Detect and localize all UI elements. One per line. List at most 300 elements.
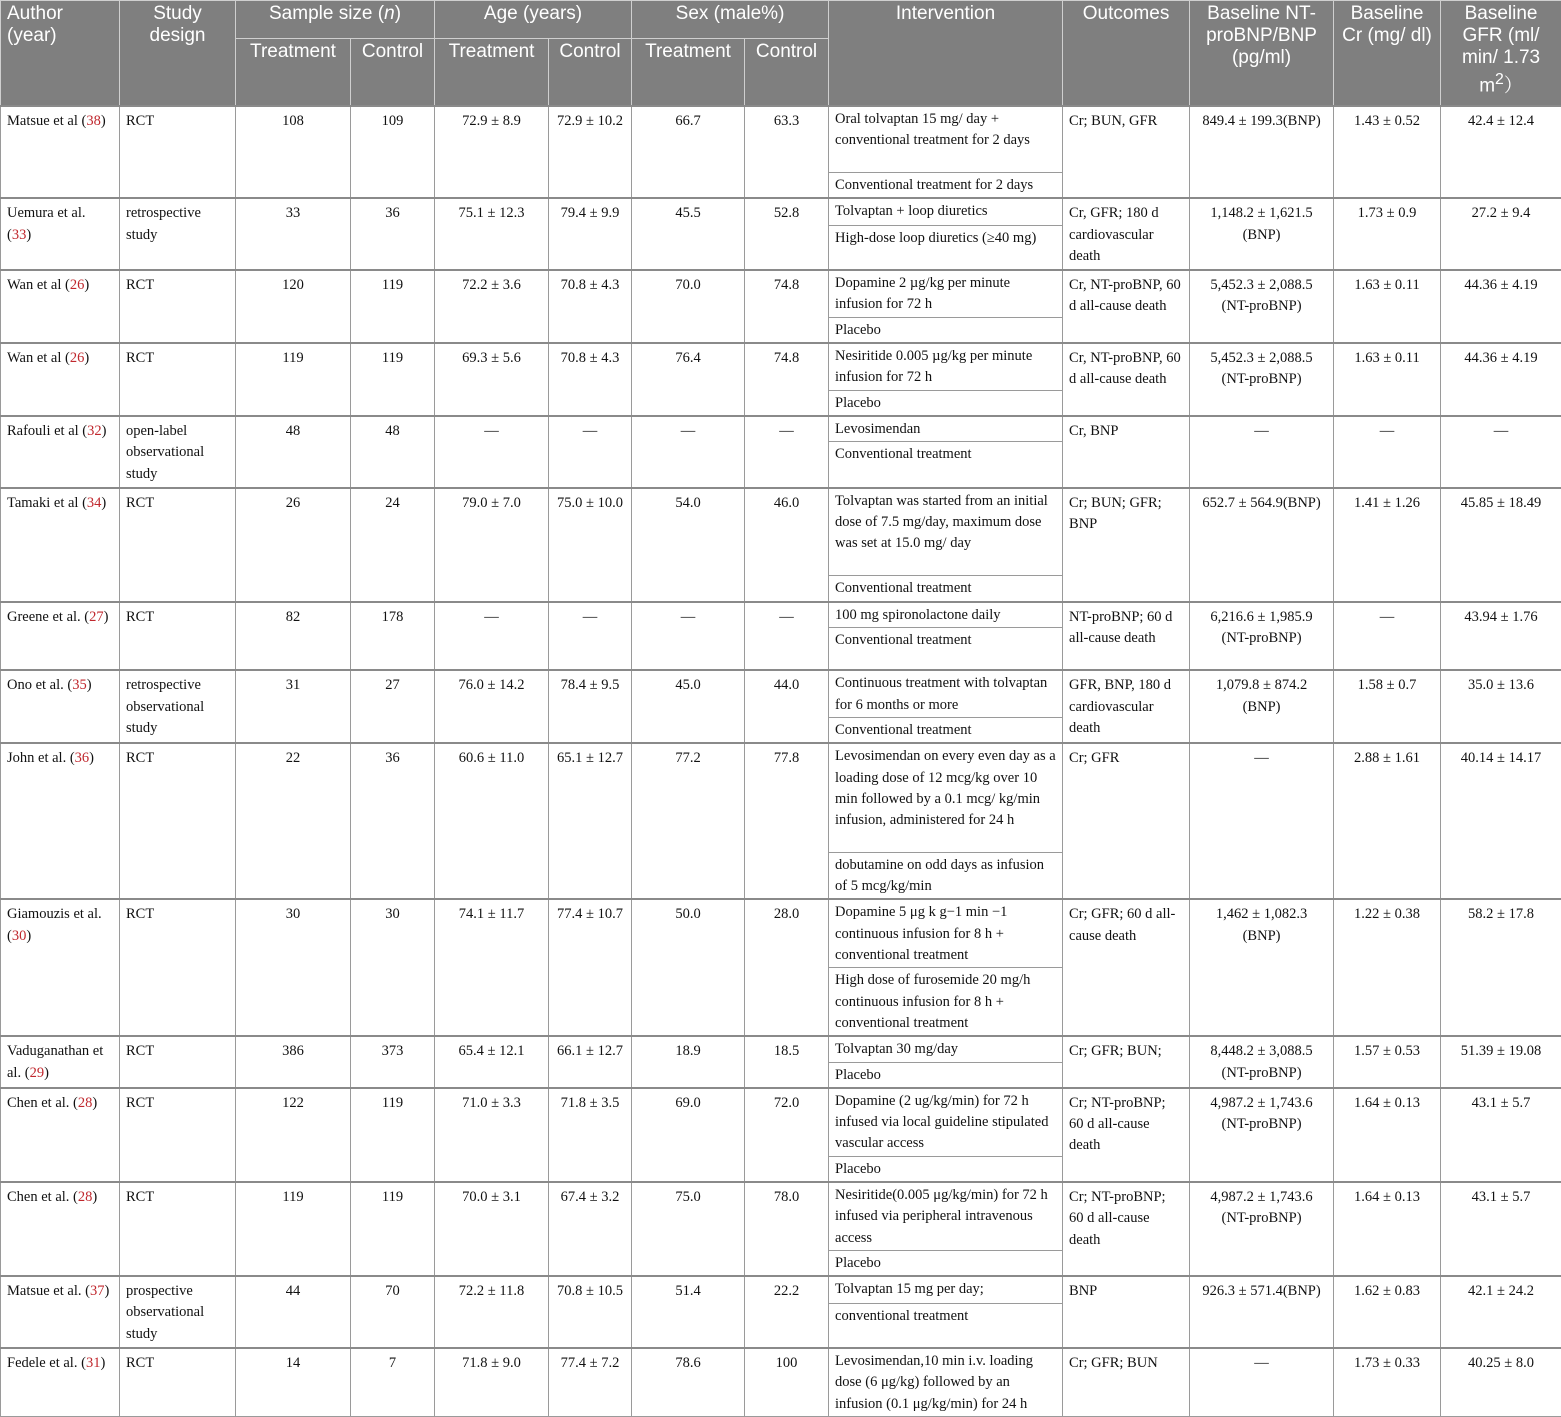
author-name: Tamaki et al bbox=[7, 495, 78, 511]
reference-close: ) bbox=[102, 423, 107, 439]
table-row bbox=[1, 270, 1561, 317]
sex-control-cell: 77.8 bbox=[745, 743, 829, 899]
reference-link: 29 bbox=[30, 1065, 45, 1081]
table-row bbox=[1, 1088, 1561, 1156]
sex-treatment-cell: 69.0 bbox=[632, 1088, 745, 1182]
reference-link: 36 bbox=[75, 750, 90, 766]
baseline-ntprobnp-cell: 926.3 ± 571.4(BNP) bbox=[1190, 1276, 1334, 1348]
sex-treatment-cell: 54.0 bbox=[632, 488, 745, 602]
intervention-treatment-cell: Tolvaptan 15 mg per day; bbox=[829, 1276, 1063, 1303]
age-treatment-cell: 71.8 ± 9.0 bbox=[435, 1348, 549, 1416]
reference-link: 31 bbox=[86, 1355, 101, 1371]
study-design-cell: retrospective observational study bbox=[120, 670, 236, 743]
age-control-cell: — bbox=[549, 602, 632, 671]
header-outcomes: Outcomes bbox=[1063, 1, 1190, 106]
header-sample-size: Sample size (n) bbox=[236, 1, 435, 39]
sex-control-cell: 78.0 bbox=[745, 1182, 829, 1276]
outcomes-cell: Cr; GFR; 60 d all-cause death bbox=[1063, 899, 1190, 1036]
age-treatment-cell: 79.0 ± 7.0 bbox=[435, 488, 549, 602]
header-sex-control: Control bbox=[745, 39, 829, 106]
header-age: Age (years) bbox=[435, 1, 632, 39]
age-treatment-cell: 65.4 ± 12.1 bbox=[435, 1036, 549, 1088]
reference-close: ) bbox=[89, 750, 94, 766]
age-treatment-cell: 60.6 ± 11.0 bbox=[435, 743, 549, 899]
intervention-treatment-cell: Continuous treatment with tolvaptan for 6 months or more bbox=[829, 670, 1063, 717]
sample-control-cell: 36 bbox=[351, 198, 435, 270]
sample-treatment-cell: 119 bbox=[236, 343, 351, 416]
baseline-cr-cell: 1.64 ± 0.13 bbox=[1334, 1088, 1441, 1182]
sex-control-cell: — bbox=[745, 602, 829, 671]
sex-treatment-cell: 76.4 bbox=[632, 343, 745, 416]
reference-close: ) bbox=[26, 928, 31, 944]
baseline-gfr-cell: 51.39 ± 19.08 bbox=[1441, 1036, 1561, 1088]
table-row bbox=[1, 198, 1561, 225]
sample-control-cell: 30 bbox=[351, 899, 435, 1036]
sex-control-cell: 44.0 bbox=[745, 670, 829, 743]
author-name: Chen et al. bbox=[7, 1095, 69, 1111]
baseline-cr-cell: 1.73 ± 0.33 bbox=[1334, 1348, 1441, 1416]
baseline-gfr-cell: 35.0 ± 13.6 bbox=[1441, 670, 1561, 743]
reference-close: ) bbox=[100, 1355, 105, 1371]
intervention-treatment-cell: Levosimendan on every even day as a loading dose of 12 mcg/kg over 10 min followed by a 0.1 mcg/ kg/min infusion, administered for 24 h bbox=[829, 743, 1063, 852]
baseline-ntprobnp-cell: 1,462 ± 1,082.3 (BNP) bbox=[1190, 899, 1334, 1036]
intervention-treatment-cell: Levosimendan,10 min i.v. loading dose (6 μg/kg) followed by an infusion (0.1 μg/kg/min) for 24 h bbox=[829, 1348, 1063, 1416]
sex-control-cell: 100 bbox=[745, 1348, 829, 1416]
author-cell bbox=[1, 602, 120, 671]
outcomes-cell: Cr; GFR; BUN bbox=[1063, 1348, 1190, 1416]
study-design-cell: RCT bbox=[120, 1036, 236, 1088]
study-design-cell: open-label observational study bbox=[120, 416, 236, 488]
author-cell bbox=[1, 416, 120, 488]
reference-link: 37 bbox=[90, 1283, 105, 1299]
sample-treatment-cell: 30 bbox=[236, 899, 351, 1036]
author-name: Matsue et al. bbox=[7, 1283, 82, 1299]
reference-open: ( bbox=[7, 227, 12, 243]
sample-treatment-cell: 33 bbox=[236, 198, 351, 270]
age-treatment-cell: 69.3 ± 5.6 bbox=[435, 343, 549, 416]
intervention-treatment-cell: Tolvaptan 30 mg/day bbox=[829, 1036, 1063, 1062]
intervention-control-cell: Conventional treatment bbox=[829, 627, 1063, 670]
intervention-control-cell: Placebo bbox=[829, 317, 1063, 343]
reference-link: 27 bbox=[89, 609, 104, 625]
author-cell bbox=[1, 1088, 120, 1182]
age-control-cell: 70.8 ± 10.5 bbox=[549, 1276, 632, 1348]
reference-link: 35 bbox=[72, 677, 87, 693]
outcomes-cell: NT-proBNP; 60 d all-cause death bbox=[1063, 602, 1190, 671]
author-cell bbox=[1, 270, 120, 343]
baseline-cr-cell: 1.41 ± 1.26 bbox=[1334, 488, 1441, 602]
age-treatment-cell: 70.0 ± 3.1 bbox=[435, 1182, 549, 1276]
intervention-control-cell: dobutamine on odd days as infusion of 5 mcg/kg/min bbox=[829, 852, 1063, 899]
author-cell bbox=[1, 106, 120, 199]
author-cell bbox=[1, 899, 120, 1036]
outcomes-cell: Cr, NT-proBNP, 60 d all-cause death bbox=[1063, 270, 1190, 343]
sample-control-cell: 109 bbox=[351, 106, 435, 199]
study-design-cell: RCT bbox=[120, 270, 236, 343]
table-row bbox=[1, 343, 1561, 390]
header-baseline-gfr: Baseline GFR (ml/ min/ 1.73 $m^2$） bbox=[1441, 1, 1561, 106]
study-design-cell: prospective observational study bbox=[120, 1276, 236, 1348]
reference-open: ( bbox=[78, 113, 86, 129]
reference-close: ) bbox=[101, 495, 106, 511]
sample-treatment-cell: 120 bbox=[236, 270, 351, 343]
age-control-cell: 70.8 ± 4.3 bbox=[549, 270, 632, 343]
intervention-treatment-cell: Nesiritide(0.005 μg/kg/min) for 72 h infused via peripheral intravenous access bbox=[829, 1182, 1063, 1250]
sample-treatment-cell: 122 bbox=[236, 1088, 351, 1182]
sex-control-cell: 72.0 bbox=[745, 1088, 829, 1182]
sex-control-cell: 46.0 bbox=[745, 488, 829, 602]
age-control-cell: 78.4 ± 9.5 bbox=[549, 670, 632, 743]
sample-treatment-cell: 26 bbox=[236, 488, 351, 602]
age-treatment-cell: 72.2 ± 11.8 bbox=[435, 1276, 549, 1348]
reference-link: 32 bbox=[87, 423, 102, 439]
age-treatment-cell: — bbox=[435, 416, 549, 488]
baseline-cr-cell: 1.64 ± 0.13 bbox=[1334, 1182, 1441, 1276]
author-name: John et al. bbox=[7, 750, 66, 766]
sample-control-cell: 178 bbox=[351, 602, 435, 671]
study-design-cell: RCT bbox=[120, 602, 236, 671]
reference-close: ) bbox=[84, 277, 89, 293]
baseline-ntprobnp-cell: 652.7 ± 564.9(BNP) bbox=[1190, 488, 1334, 602]
sample-control-cell: 373 bbox=[351, 1036, 435, 1088]
baseline-gfr-cell: 42.1 ± 24.2 bbox=[1441, 1276, 1561, 1348]
sex-treatment-cell: — bbox=[632, 602, 745, 671]
intervention-control-cell: Conventional treatment bbox=[829, 442, 1063, 488]
sample-control-cell: 48 bbox=[351, 416, 435, 488]
sex-control-cell: 74.8 bbox=[745, 270, 829, 343]
sample-treatment-cell: 14 bbox=[236, 1348, 351, 1416]
age-control-cell: — bbox=[549, 416, 632, 488]
header-sex: Sex (male%) bbox=[632, 1, 829, 39]
study-design-cell: RCT bbox=[120, 1088, 236, 1182]
table-row bbox=[1, 670, 1561, 717]
age-control-cell: 75.0 ± 10.0 bbox=[549, 488, 632, 602]
baseline-cr-cell: 1.43 ± 0.52 bbox=[1334, 106, 1441, 199]
reference-open: ( bbox=[66, 750, 74, 766]
intervention-treatment-cell: Tolvaptan + loop diuretics bbox=[829, 198, 1063, 225]
reference-close: ) bbox=[44, 1065, 49, 1081]
baseline-gfr-cell: 43.1 ± 5.7 bbox=[1441, 1088, 1561, 1182]
baseline-cr-cell: 1.62 ± 0.83 bbox=[1334, 1276, 1441, 1348]
baseline-gfr-cell: 42.4 ± 12.4 bbox=[1441, 106, 1561, 199]
outcomes-cell: Cr, BNP bbox=[1063, 416, 1190, 488]
intervention-control-cell: Conventional treatment for 2 days bbox=[829, 173, 1063, 199]
baseline-gfr-cell: — bbox=[1441, 416, 1561, 488]
age-treatment-cell: 75.1 ± 12.3 bbox=[435, 198, 549, 270]
reference-close: ) bbox=[92, 1095, 97, 1111]
sample-control-cell: 119 bbox=[351, 1088, 435, 1182]
baseline-ntprobnp-cell: — bbox=[1190, 1348, 1334, 1416]
reference-link: 38 bbox=[86, 113, 101, 129]
age-control-cell: 67.4 ± 3.2 bbox=[549, 1182, 632, 1276]
sex-control-cell: 63.3 bbox=[745, 106, 829, 199]
sample-treatment-cell: 22 bbox=[236, 743, 351, 899]
baseline-ntprobnp-cell: 5,452.3 ± 2,088.5 (NT-proBNP) bbox=[1190, 270, 1334, 343]
table-row bbox=[1, 899, 1561, 967]
baseline-gfr-cell: 43.94 ± 1.76 bbox=[1441, 602, 1561, 671]
author-cell bbox=[1, 1036, 120, 1088]
header-sex-treatment: Treatment bbox=[632, 39, 745, 106]
sample-control-cell: 119 bbox=[351, 1182, 435, 1276]
author-cell bbox=[1, 343, 120, 416]
intervention-treatment-cell: Levosimendan bbox=[829, 416, 1063, 442]
reference-close: ) bbox=[92, 1189, 97, 1205]
outcomes-cell: Cr; NT-proBNP; 60 d all-cause death bbox=[1063, 1182, 1190, 1276]
reference-close: ) bbox=[101, 113, 106, 129]
intervention-control-cell: Conventional treatment bbox=[829, 718, 1063, 744]
author-name: Giamouzis et al. bbox=[7, 906, 102, 922]
intervention-treatment-cell: Oral tolvaptan 15 mg/ day + conventional treatment for 2 days bbox=[829, 106, 1063, 173]
reference-open: ( bbox=[64, 677, 72, 693]
study-design-cell: RCT bbox=[120, 1348, 236, 1416]
intervention-control-cell: Conventional treatment bbox=[829, 576, 1063, 602]
reference-close: ) bbox=[87, 677, 92, 693]
age-control-cell: 66.1 ± 12.7 bbox=[549, 1036, 632, 1088]
outcomes-cell: Cr, NT-proBNP, 60 d all-cause death bbox=[1063, 343, 1190, 416]
sex-treatment-cell: 66.7 bbox=[632, 106, 745, 199]
table-row bbox=[1, 1036, 1561, 1062]
sex-control-cell: — bbox=[745, 416, 829, 488]
author-name: Matsue et al bbox=[7, 113, 78, 129]
sex-treatment-cell: 75.0 bbox=[632, 1182, 745, 1276]
outcomes-cell: Cr; GFR; BUN; bbox=[1063, 1036, 1190, 1088]
author-name: Rafouli et al bbox=[7, 423, 79, 439]
sex-treatment-cell: 50.0 bbox=[632, 899, 745, 1036]
reference-link: 26 bbox=[70, 277, 85, 293]
outcomes-cell: BNP bbox=[1063, 1276, 1190, 1348]
baseline-gfr-cell: 44.36 ± 4.19 bbox=[1441, 343, 1561, 416]
intervention-control-cell: High dose of furosemide 20 mg/h continuous infusion for 8 h + conventional treatment bbox=[829, 968, 1063, 1036]
header-study-design: Study design bbox=[120, 1, 236, 106]
sample-treatment-cell: 31 bbox=[236, 670, 351, 743]
author-name: Vaduganathan et al. bbox=[7, 1043, 103, 1080]
reference-link: 30 bbox=[12, 928, 27, 944]
intervention-treatment-cell: Dopamine 2 µg/kg per minute infusion for 72 h bbox=[829, 270, 1063, 317]
sample-control-cell: 7 bbox=[351, 1348, 435, 1416]
reference-link: 28 bbox=[78, 1189, 93, 1205]
author-name: Greene et al. bbox=[7, 609, 81, 625]
reference-link: 34 bbox=[87, 495, 102, 511]
sample-control-cell: 119 bbox=[351, 270, 435, 343]
reference-close: ) bbox=[104, 609, 109, 625]
outcomes-cell: GFR, BNP, 180 d cardiovascular death bbox=[1063, 670, 1190, 743]
baseline-cr-cell: — bbox=[1334, 416, 1441, 488]
reference-open: ( bbox=[7, 928, 12, 944]
reference-open: ( bbox=[69, 1095, 77, 1111]
baseline-cr-cell: — bbox=[1334, 602, 1441, 671]
sex-treatment-cell: 45.5 bbox=[632, 198, 745, 270]
sex-treatment-cell: 78.6 bbox=[632, 1348, 745, 1416]
baseline-ntprobnp-cell: — bbox=[1190, 743, 1334, 899]
table-row bbox=[1, 1348, 1561, 1416]
sex-treatment-cell: 70.0 bbox=[632, 270, 745, 343]
author-cell bbox=[1, 670, 120, 743]
baseline-ntprobnp-cell: 849.4 ± 199.3(BNP) bbox=[1190, 106, 1334, 199]
outcomes-cell: Cr; BUN, GFR bbox=[1063, 106, 1190, 199]
header-baseline-cr: Baseline Cr (mg/ dl) bbox=[1334, 1, 1441, 106]
baseline-ntprobnp-cell: — bbox=[1190, 416, 1334, 488]
baseline-ntprobnp-cell: 5,452.3 ± 2,088.5 (NT-proBNP) bbox=[1190, 343, 1334, 416]
study-design-cell: RCT bbox=[120, 1182, 236, 1276]
outcomes-cell: Cr; NT-proBNP; 60 d all-cause death bbox=[1063, 1088, 1190, 1182]
intervention-control-cell: High-dose loop diuretics (≥40 mg) bbox=[829, 225, 1063, 270]
author-name: Uemura et al. bbox=[7, 205, 86, 221]
sex-treatment-cell: 45.0 bbox=[632, 670, 745, 743]
baseline-gfr-cell: 44.36 ± 4.19 bbox=[1441, 270, 1561, 343]
author-name: Ono et al. bbox=[7, 677, 64, 693]
study-design-cell: RCT bbox=[120, 106, 236, 199]
age-control-cell: 77.4 ± 10.7 bbox=[549, 899, 632, 1036]
author-cell bbox=[1, 198, 120, 270]
baseline-gfr-cell: 40.14 ± 14.17 bbox=[1441, 743, 1561, 899]
age-control-cell: 72.9 ± 10.2 bbox=[549, 106, 632, 199]
table-row bbox=[1, 743, 1561, 852]
sex-treatment-cell: 77.2 bbox=[632, 743, 745, 899]
baseline-cr-cell: 1.58 ± 0.7 bbox=[1334, 670, 1441, 743]
age-control-cell: 65.1 ± 12.7 bbox=[549, 743, 632, 899]
sample-treatment-cell: 119 bbox=[236, 1182, 351, 1276]
reference-close: ) bbox=[104, 1283, 109, 1299]
author-cell bbox=[1, 1182, 120, 1276]
reference-open: ( bbox=[61, 277, 69, 293]
sex-control-cell: 22.2 bbox=[745, 1276, 829, 1348]
reference-link: 28 bbox=[78, 1095, 93, 1111]
reference-close: ) bbox=[26, 227, 31, 243]
author-name: Chen et al. bbox=[7, 1189, 69, 1205]
baseline-cr-cell: 1.63 ± 0.11 bbox=[1334, 343, 1441, 416]
study-design-cell: RCT bbox=[120, 743, 236, 899]
reference-open: ( bbox=[78, 495, 86, 511]
author-name: Fedele et al. bbox=[7, 1355, 77, 1371]
baseline-cr-cell: 1.57 ± 0.53 bbox=[1334, 1036, 1441, 1088]
baseline-ntprobnp-cell: 8,448.2 ± 3,088.5 (NT-proBNP) bbox=[1190, 1036, 1334, 1088]
age-treatment-cell: 72.2 ± 3.6 bbox=[435, 270, 549, 343]
header-intervention: Intervention bbox=[829, 1, 1063, 106]
author-cell bbox=[1, 488, 120, 602]
sample-treatment-cell: 82 bbox=[236, 602, 351, 671]
age-control-cell: 70.8 ± 4.3 bbox=[549, 343, 632, 416]
reference-open: ( bbox=[21, 1065, 29, 1081]
sample-treatment-cell: 108 bbox=[236, 106, 351, 199]
baseline-cr-cell: 1.22 ± 0.38 bbox=[1334, 899, 1441, 1036]
reference-open: ( bbox=[69, 1189, 77, 1205]
sample-treatment-cell: 386 bbox=[236, 1036, 351, 1088]
intervention-treatment-cell: 100 mg spironolactone daily bbox=[829, 602, 1063, 628]
sex-treatment-cell: 18.9 bbox=[632, 1036, 745, 1088]
study-design-cell: RCT bbox=[120, 343, 236, 416]
header-age-control: Control bbox=[549, 39, 632, 106]
author-name: Wan et al bbox=[7, 350, 61, 366]
sex-control-cell: 18.5 bbox=[745, 1036, 829, 1088]
table-row bbox=[1, 602, 1561, 628]
sample-control-cell: 70 bbox=[351, 1276, 435, 1348]
author-cell bbox=[1, 1276, 120, 1348]
baseline-gfr-cell: 45.85 ± 18.49 bbox=[1441, 488, 1561, 602]
baseline-cr-cell: 2.88 ± 1.61 bbox=[1334, 743, 1441, 899]
reference-open: ( bbox=[61, 350, 69, 366]
outcomes-cell: Cr; GFR bbox=[1063, 743, 1190, 899]
table-row bbox=[1, 488, 1561, 576]
reference-link: 26 bbox=[70, 350, 85, 366]
sample-control-cell: 27 bbox=[351, 670, 435, 743]
intervention-control-cell: conventional treatment bbox=[829, 1303, 1063, 1348]
baseline-cr-cell: 1.73 ± 0.9 bbox=[1334, 198, 1441, 270]
age-control-cell: 77.4 ± 7.2 bbox=[549, 1348, 632, 1416]
baseline-ntprobnp-cell: 1,148.2 ± 1,621.5 (BNP) bbox=[1190, 198, 1334, 270]
baseline-gfr-cell: 58.2 ± 17.8 bbox=[1441, 899, 1561, 1036]
header-sample-treatment: Treatment bbox=[236, 39, 351, 106]
reference-open: ( bbox=[81, 609, 89, 625]
sample-treatment-cell: 48 bbox=[236, 416, 351, 488]
age-control-cell: 71.8 ± 3.5 bbox=[549, 1088, 632, 1182]
reference-open: ( bbox=[79, 423, 87, 439]
reference-close: ) bbox=[84, 350, 89, 366]
intervention-control-cell: Placebo bbox=[829, 1250, 1063, 1276]
sample-treatment-cell: 44 bbox=[236, 1276, 351, 1348]
outcomes-cell: Cr; BUN; GFR; BNP bbox=[1063, 488, 1190, 602]
table-row bbox=[1, 106, 1561, 173]
baseline-ntprobnp-cell: 4,987.2 ± 1,743.6 (NT-proBNP) bbox=[1190, 1182, 1334, 1276]
header-age-treatment: Treatment bbox=[435, 39, 549, 106]
sample-control-cell: 36 bbox=[351, 743, 435, 899]
author-name: Wan et al bbox=[7, 277, 61, 293]
table-row bbox=[1, 1276, 1561, 1303]
sex-control-cell: 52.8 bbox=[745, 198, 829, 270]
age-control-cell: 79.4 ± 9.9 bbox=[549, 198, 632, 270]
sex-control-cell: 74.8 bbox=[745, 343, 829, 416]
header-baseline-ntprobnp: Baseline NT-proBNP/BNP (pg/ml) bbox=[1190, 1, 1334, 106]
author-cell bbox=[1, 743, 120, 899]
reference-open: ( bbox=[82, 1283, 90, 1299]
age-treatment-cell: — bbox=[435, 602, 549, 671]
header-author: Author (year) bbox=[1, 1, 120, 106]
baseline-ntprobnp-cell: 1,079.8 ± 874.2 (BNP) bbox=[1190, 670, 1334, 743]
baseline-gfr-cell: 40.25 ± 8.0 bbox=[1441, 1348, 1561, 1416]
baseline-ntprobnp-cell: 4,987.2 ± 1,743.6 (NT-proBNP) bbox=[1190, 1088, 1334, 1182]
intervention-treatment-cell: Dopamine 5 μg k g−1 min −1 continuous infusion for 8 h + conventional treatment bbox=[829, 899, 1063, 967]
intervention-control-cell: Placebo bbox=[829, 1062, 1063, 1088]
age-treatment-cell: 76.0 ± 14.2 bbox=[435, 670, 549, 743]
sample-control-cell: 119 bbox=[351, 343, 435, 416]
sex-treatment-cell: — bbox=[632, 416, 745, 488]
age-treatment-cell: 72.9 ± 8.9 bbox=[435, 106, 549, 199]
outcomes-cell: Cr, GFR; 180 d cardiovascular death bbox=[1063, 198, 1190, 270]
age-treatment-cell: 74.1 ± 11.7 bbox=[435, 899, 549, 1036]
study-design-cell: RCT bbox=[120, 488, 236, 602]
study-design-cell: RCT bbox=[120, 899, 236, 1036]
intervention-control-cell: Placebo bbox=[829, 390, 1063, 416]
sample-control-cell: 24 bbox=[351, 488, 435, 602]
study-design-cell: retrospective study bbox=[120, 198, 236, 270]
sex-control-cell: 28.0 bbox=[745, 899, 829, 1036]
intervention-treatment-cell: Nesiritide 0.005 µg/kg per minute infusion for 72 h bbox=[829, 343, 1063, 390]
sex-treatment-cell: 51.4 bbox=[632, 1276, 745, 1348]
author-cell bbox=[1, 1348, 120, 1416]
baseline-cr-cell: 1.63 ± 0.11 bbox=[1334, 270, 1441, 343]
table-header bbox=[1, 1, 1561, 106]
intervention-control-cell: Placebo bbox=[829, 1156, 1063, 1182]
reference-open: ( bbox=[77, 1355, 85, 1371]
reference-link: 33 bbox=[12, 227, 27, 243]
baseline-gfr-cell: 27.2 ± 9.4 bbox=[1441, 198, 1561, 270]
header-sample-control: Control bbox=[351, 39, 435, 106]
table-row bbox=[1, 1182, 1561, 1250]
table-row bbox=[1, 416, 1561, 442]
baseline-ntprobnp-cell: 6,216.6 ± 1,985.9 (NT-proBNP) bbox=[1190, 602, 1334, 671]
baseline-gfr-cell: 43.1 ± 5.7 bbox=[1441, 1182, 1561, 1276]
intervention-treatment-cell: Dopamine (2 ug/kg/min) for 72 h infused via local guideline stipulated vascular access bbox=[829, 1088, 1063, 1156]
intervention-treatment-cell: Tolvaptan was started from an initial dose of 7.5 mg/day, maximum dose was set at 15.0 mg/ day bbox=[829, 488, 1063, 576]
